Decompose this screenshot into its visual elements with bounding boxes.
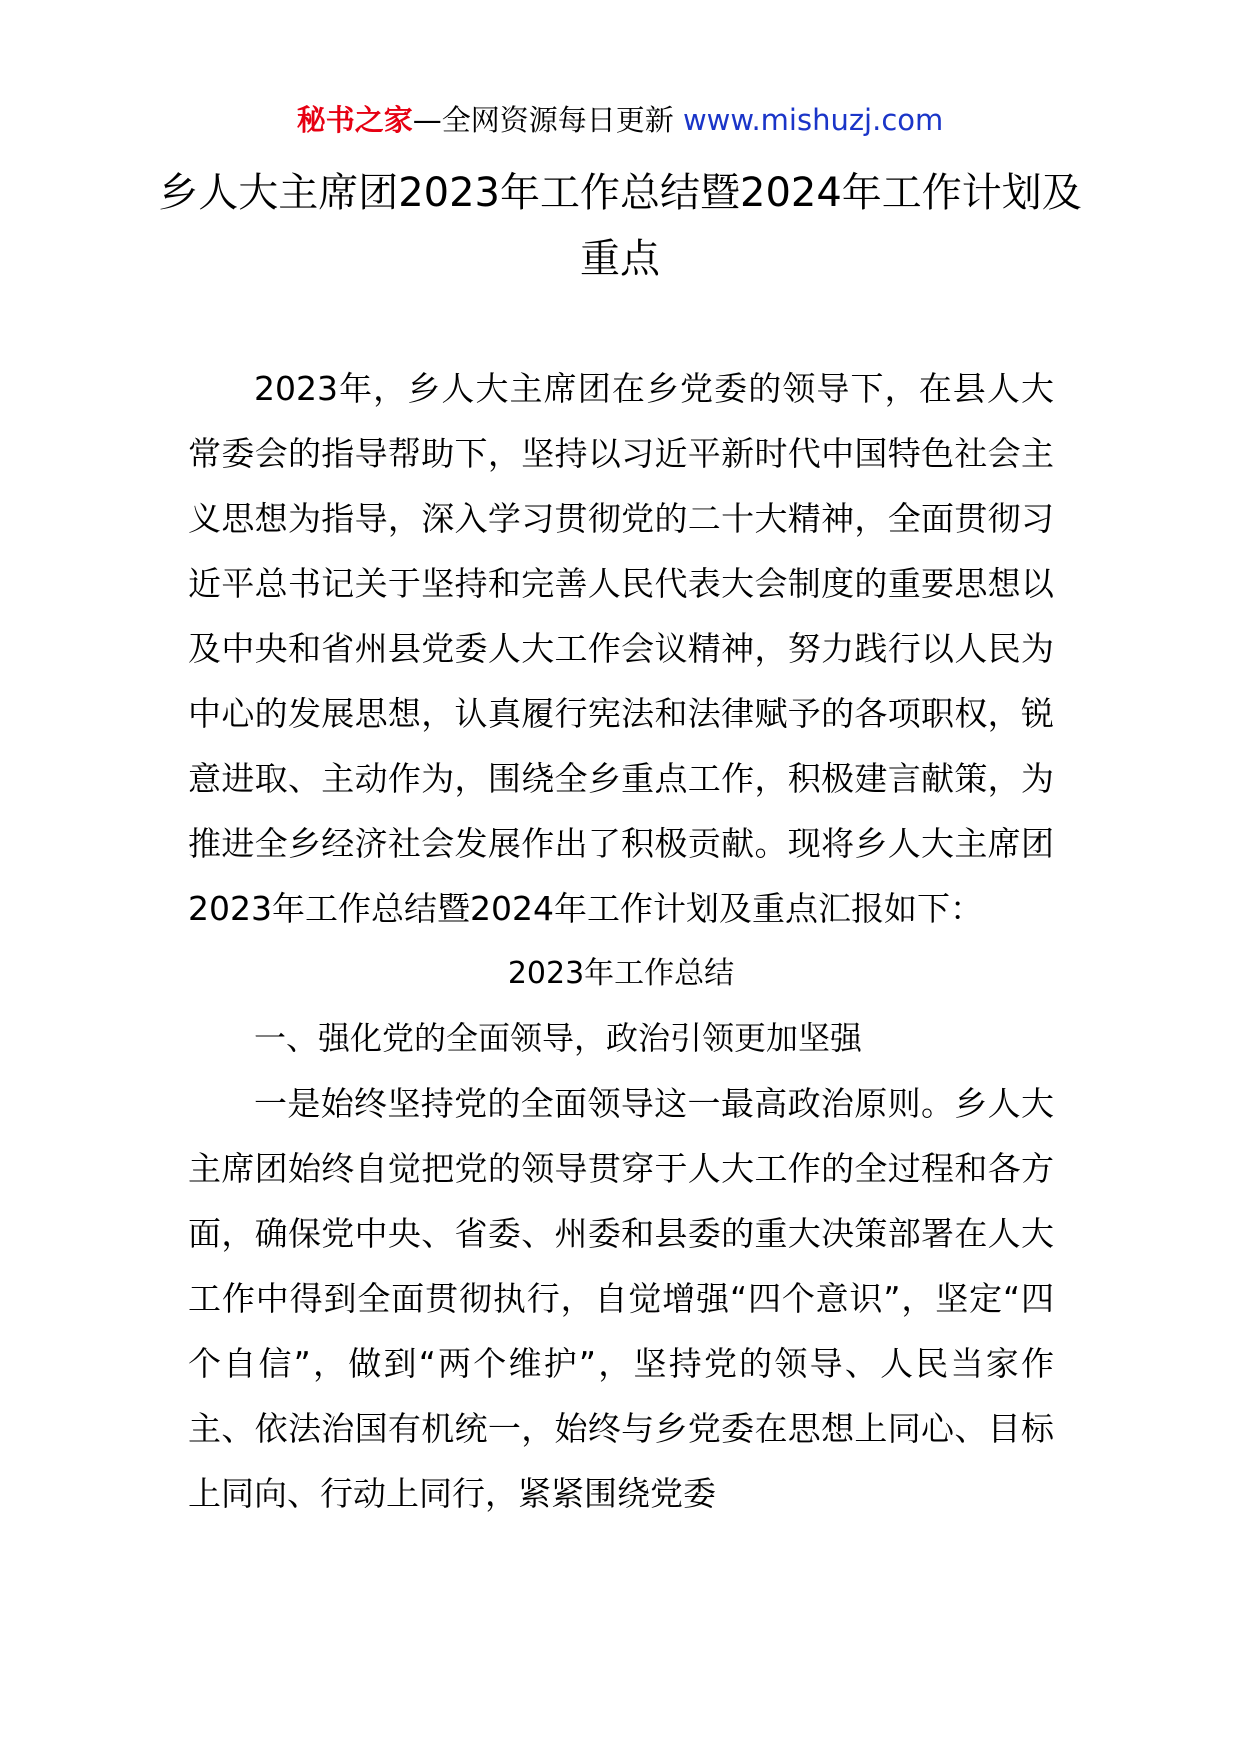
paragraph-one: 一是始终坚持党的全面领导这一最高政治原则。乡人大主席团始终自觉把党的领导贯穿于人大工作的全过程和各方面，确保党中央、省委、州委和县委的重大决策部署在人大工作中得到全面贯彻执行，自觉增强“四个意识”，坚定“四个自信”，做到“两个维护”，坚持党的领导、人民当家作主、依法治国有机统一，始终与乡党委在思想上同心、目标上同向、行动上同行，紧紧围绕党委: [188, 1084, 1054, 1513]
subheading-one: 一、强化党的全面领导，政治引领更加坚强: [254, 1019, 863, 1057]
site-url-link[interactable]: www.mishuzj.com: [682, 103, 944, 137]
brand-name: 秘书之家: [296, 103, 413, 137]
section-title: 2023年工作总结: [507, 956, 735, 991]
header-tagline: —全网资源每日更新: [412, 103, 683, 137]
watermark-header: [0, 100, 1240, 140]
document-title: 乡人大主席团2023年工作总结暨2024年工作计划及重点: [158, 170, 1082, 282]
document-body: [188, 356, 1054, 1526]
intro-paragraph: 2023年，乡人大主席团在乡党委的领导下，在县人大常委会的指导帮助下，坚持以习近平新时代中国特色社会主义思想为指导，深入学习贯彻党的二十大精神，全面贯彻习近平总书记关于坚持和完善人民代表大会制度的重要思想以及中央和省州县党委人大工作会议精神，努力践行以人民为中心的发展思想，认真履行宪法和法律赋予的各项职权，锐意进取、主动作为，围绕全乡重点工作，积极建言献策，为推进全乡经济社会发展作出了积极贡献。现将乡人大主席团2023年工作总结暨2024年工作计划及重点汇报如下：: [188, 369, 1054, 928]
